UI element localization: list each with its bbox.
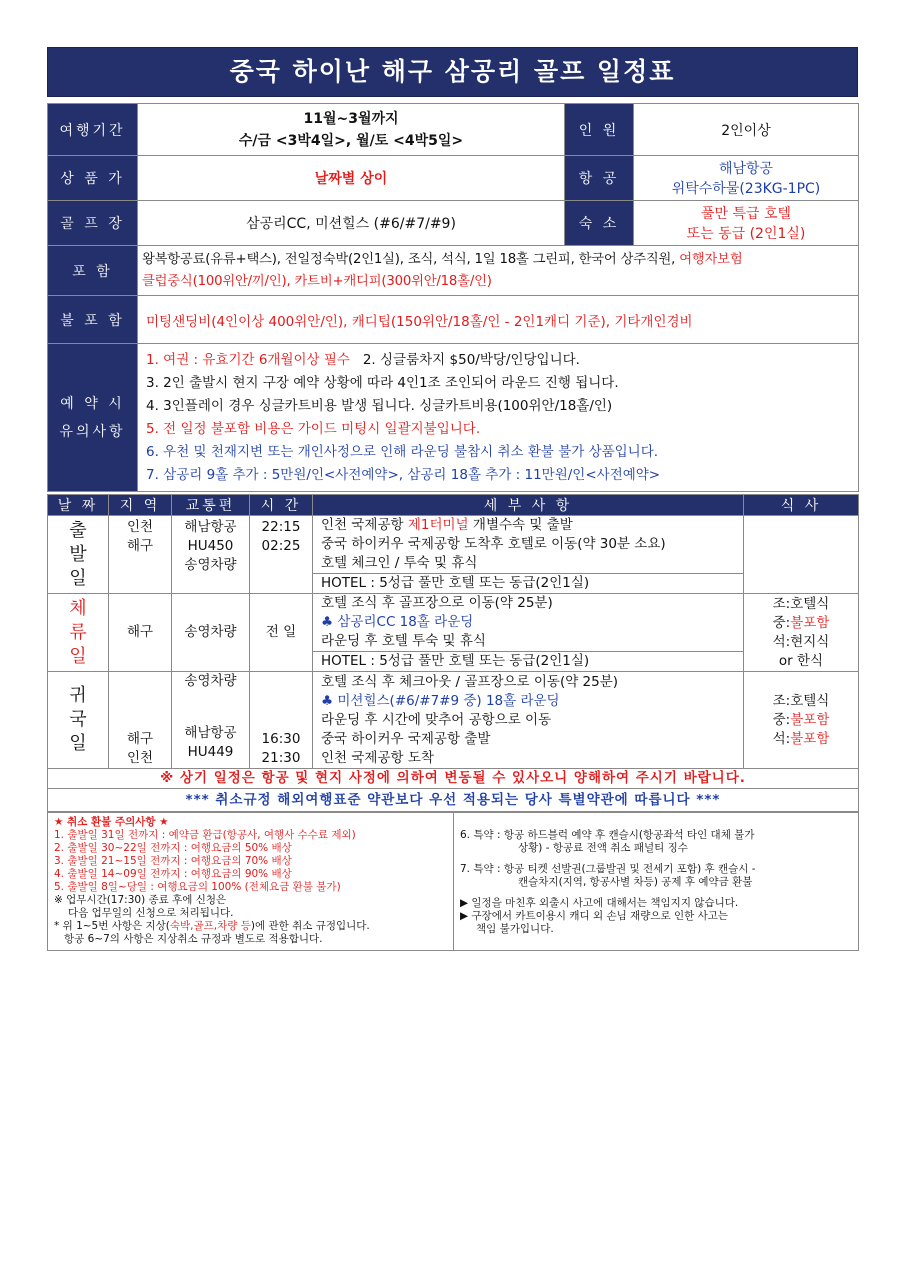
cancel-left: ★ 취소 환불 주의사항 ★ 1. 출발일 31일 전까지 : 예약금 환급(항공사, 여행사 수수료 제외) 2. 출발일 30~22일 전까지 : 여행요금의 50% 배상 3. 출발일 21~15일 전까지 : 여행요금의 70% 배상 4. 출발일 14~09일 전까지 : 여행요금의 90% 배상 5. 출발일 8일~당일 : 여행요금의 100% (전체요금 환불 불가) ※ 업무시간(17:30) 종료 후에 신청은 다음 업무일의 신청으로 처리됩니다. * 위 1~5번 사항은 지상(숙박,골프,차량 등)에 관한 취소 규정입니다. 항공 6~7의 사항은 지상취소 규정과 별도로 적용합니다. (48, 813, 454, 951)
page-title: 중국 하이난 해구 삼공리 골프 일정표 (47, 47, 858, 97)
day1-hotel: HOTEL : 5성급 풀만 호텔 또는 동급(2인1실) (313, 574, 744, 594)
col-date: 날 짜 (48, 495, 109, 516)
cancel-policy-table (47, 812, 859, 951)
day1-date: 출발일 (48, 516, 109, 594)
exclude-value: 미팅샌딩비(4인이상 400위안/인), 캐디팁(150위안/18홀/인 - 2인1캐디 기준), 기타개인경비 (138, 296, 859, 344)
day1-region: 인천 해구 (109, 516, 172, 594)
notes-list: 1. 여권 : 유효기간 6개월이상 필수 2. 싱글룸차지 $50/박당/인당입니다. 3. 2인 출발시 현지 구장 예약 상황에 따라 4인1조 조인되어 라운드 진행 됩니다. 4. 3인플레이 경우 싱글카트비용 발생 됩니다. 싱글카트비용(100위안/18홀/인) 5. 전 일정 불포함 비용은 가이드 미팅시 일괄지불입니다. 6. 우천 및 천재지변 또는 개인사정으로 인해 라운딩 불참시 취소 환불 불가 상품입니다. 7. 삼공리 9홀 추가 : 5만원/인<사전예약>, 삼공리 18홀 추가 : 11만원/인<사전예약> (138, 344, 859, 492)
day2-hotel: HOTEL : 5성급 풀만 호텔 또는 동급(2인1실) (313, 652, 744, 672)
airline-label: 항 공 (565, 156, 634, 201)
info-table (47, 103, 859, 492)
day2-meal: 조:호텔식 중:불포함 석:현지식 or 한식 (744, 594, 859, 672)
golf-label: 골 프 장 (48, 201, 138, 246)
price-label: 상 품 가 (48, 156, 138, 201)
day2-transport: 송영차량 (172, 594, 250, 672)
airline-value: 해남항공 위탁수하물(23KG-1PC) (634, 156, 859, 201)
day2-detail: 호텔 조식 후 골프장으로 이동(약 25분) ♣ 삼공리CC 18홀 라운딩 라운딩 후 호텔 투숙 및 휴식 (313, 594, 744, 652)
include-value: 왕복항공료(유류+택스), 전일정숙박(2인1실), 조식, 석식, 1일 18홀 그린피, 한국어 상주직원, 여행자보험 클럽중식(100위안/끼/인), 카트비+캐디피(300위안/18홀/인) (138, 246, 859, 296)
day3-region: 해구 인천 (109, 672, 172, 769)
people-value: 2인이상 (634, 104, 859, 156)
itinerary-page (47, 47, 858, 951)
day3-time: 16:30 21:30 (250, 672, 313, 769)
col-region: 지 역 (109, 495, 172, 516)
cancel-rule-notice: *** 취소규정 해외여행표준 약관보다 우선 적용되는 당사 특별약관에 따릅니다 *** (48, 789, 859, 812)
golf-value: 삼공리CC, 미션힐스 (#6/#7/#9) (138, 201, 565, 246)
day1-meal (744, 516, 859, 594)
hotel-value: 풀만 특급 호텔 또는 동급 (2인1실) (634, 201, 859, 246)
include-label: 포 함 (48, 246, 138, 296)
hotel-label: 숙 소 (565, 201, 634, 246)
period-value: 11월~3월까지 수/금 <3박4일>, 월/토 <4박5일> (138, 104, 565, 156)
day1-time: 22:15 02:25 (250, 516, 313, 594)
price-value: 날짜별 상이 (138, 156, 565, 201)
day2-time: 전 일 (250, 594, 313, 672)
day3-meal: 조:호텔식 중:불포함 석:불포함 (744, 672, 859, 769)
day3-transport: 송영차량 해남항공 HU449 (172, 672, 250, 769)
schedule-table (47, 494, 859, 812)
col-transport: 교통편 (172, 495, 250, 516)
schedule-notice: ※ 상기 일정은 항공 및 현지 사정에 의하여 변동될 수 있사오니 양해하여 주시기 바랍니다. (48, 769, 859, 789)
exclude-label: 불 포 함 (48, 296, 138, 344)
col-meal: 식 사 (744, 495, 859, 516)
day1-detail: 인천 국제공항 제1터미널 개별수속 및 출발 중국 하이커우 국제공항 도착후 호텔로 이동(약 30분 소요) 호텔 체크인 / 투숙 및 휴식 (313, 516, 744, 574)
day2-region: 해구 (109, 594, 172, 672)
people-label: 인 원 (565, 104, 634, 156)
day3-detail: 호텔 조식 후 체크아웃 / 골프장으로 이동(약 25분) ♣ 미션힐스(#6/#7#9 중) 18홀 라운딩 라운딩 후 시간에 맞추어 공항으로 이동 중국 하이커우 국제공항 출발 인천 국제공항 도착 (313, 672, 744, 769)
day3-date: 귀국일 (48, 672, 109, 769)
notes-label: 예 약 시 유의사항 (48, 344, 138, 492)
cancel-right: 6. 특약 : 항공 하드블럭 예약 후 캔슬시(항공좌석 타인 대체 불가 상황) - 항공료 전액 취소 패널티 징수 7. 특약 : 항공 티켓 선발권(그룹발권 및 전세기 포함) 후 캔슬시 - 캔슬차지(지역, 항공사별 차등) 공제 후 예약금 환불 ▶ 일정을 마친후 외출시 사고에 대해서는 책임지지 않습니다. ▶ 구장에서 카트이용시 캐디 외 손님 재량으로 인한 사고는 책임 불가입니다. (454, 813, 859, 951)
col-time: 시 간 (250, 495, 313, 516)
col-detail: 세 부 사 항 (313, 495, 744, 516)
day2-date: 체류일 (48, 594, 109, 672)
period-label: 여행기간 (48, 104, 138, 156)
day1-transport: 해남항공 HU450 송영차량 (172, 516, 250, 594)
